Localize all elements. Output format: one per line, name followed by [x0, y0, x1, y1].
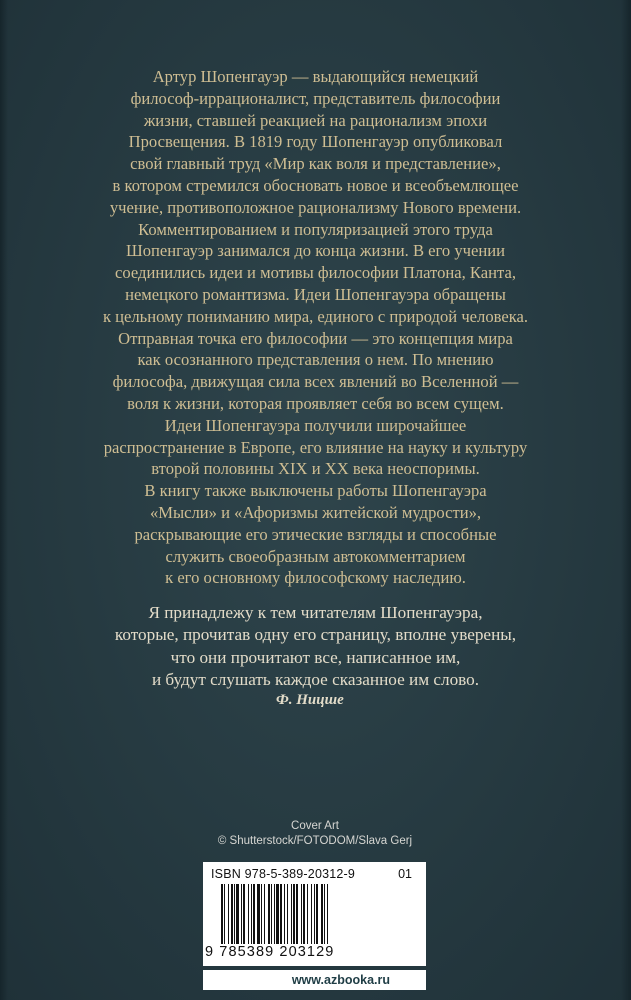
- barcode-bar: [284, 884, 285, 944]
- description-line: как осознанного представления о нем. По мнению: [137, 350, 494, 370]
- description-line: жизни, ставшей реакцией на рационализм эпохи: [143, 110, 488, 130]
- nietzsche-quote: [60, 602, 571, 692]
- barcode-bar: [261, 884, 262, 944]
- barcode-bar: [307, 884, 308, 944]
- quote-line: Я принадлежу к тем читателям Шопенгауэра,: [148, 603, 483, 622]
- description-line: В книгу также выключены работы Шопенгауэра: [144, 481, 487, 501]
- description-line: философа, движущая сила всех явлений во Вселенной —: [112, 372, 519, 392]
- description-line: служить своеобразным автокомментарием: [165, 546, 466, 566]
- barcode-bar: [321, 884, 323, 944]
- barcode-bar: [221, 884, 223, 944]
- barcode-bar: [287, 884, 288, 944]
- barcode-bar: [251, 884, 252, 944]
- credits-title: Cover Art: [291, 820, 339, 832]
- barcode-bar: [280, 884, 282, 944]
- barcode-bar: [228, 884, 229, 944]
- barcode-bar: [243, 884, 245, 944]
- description-line: Идеи Шопенгауэра получили широчайшее: [164, 415, 467, 435]
- description-line: воля к жизни, которая проявляет себя во всем сущем.: [127, 393, 504, 413]
- barcode-bar: [296, 884, 298, 944]
- barcode-bar: [324, 884, 325, 944]
- description-line: распространение в Европе, его влияние на науку и культуру: [103, 437, 528, 457]
- description-line: раскрывающие его этические взгляды и способные: [134, 524, 497, 544]
- barcode-bar: [236, 884, 239, 944]
- quote-line: которые, прочитав одну его страницу, вполне уверены,: [114, 625, 517, 645]
- barcode-bar: [327, 884, 328, 944]
- barcode-bar: [301, 884, 302, 944]
- cover-art-credits: [190, 819, 440, 849]
- barcode-bar: [303, 884, 305, 944]
- barcode-bars: [221, 884, 417, 944]
- barcode-bar: [316, 884, 318, 944]
- barcode-bar: [276, 884, 279, 944]
- barcode-bar: [234, 884, 235, 944]
- barcode-bar: [257, 884, 260, 944]
- description-line: Просвещения. В 1819 году Шопенгауэр опубликовал: [128, 132, 503, 152]
- description-line: немецкого романтизма. Идеи Шопенгауэра обращены: [125, 284, 506, 304]
- barcode-bar: [311, 884, 312, 944]
- isbn-label: ISBN 978-5-389-20312-9: [211, 867, 356, 881]
- description-line: к цельному пониманию мира, единого с природой человека.: [102, 306, 529, 326]
- book-description: [60, 66, 571, 589]
- ean-digits: 9 785389 203129: [205, 944, 335, 960]
- credits-source: © Shutterstock/FOTODOM/Slava Gerj: [217, 835, 413, 847]
- barcode-bar: [253, 884, 255, 944]
- isbn-barcode: [203, 862, 426, 966]
- description-line: второй половины XIX и XX века неоспоримы.: [151, 459, 480, 479]
- barcode-bar: [231, 884, 233, 944]
- barcode-addon: 01: [398, 867, 412, 881]
- barcode-bar: [291, 884, 292, 944]
- description-line: к его основному философскому наследию.: [165, 568, 466, 588]
- description-line: философ-иррационалист, представитель философии: [130, 88, 501, 108]
- description-line: Шопенгауэр занимался до конца жизни. В его учении: [125, 241, 506, 261]
- barcode-bar: [293, 884, 295, 944]
- description-line: соединились идеи и мотивы философии Платона, Канта,: [114, 263, 516, 283]
- publisher-website[interactable]: www.azbooka.ru: [203, 970, 426, 990]
- barcode-bar: [268, 884, 270, 944]
- quote-line: что они прочитают все, написанное им,: [170, 647, 461, 667]
- description-line: «Мысли» и «Афоризмы житейской мудрости»,: [149, 502, 482, 522]
- cover-left-edge: [0, 0, 8, 1000]
- quote-line: и будут слушать каждое сказанное им слово.: [151, 670, 480, 690]
- description-line: свой главный труд «Мир как воля и представление»,: [130, 154, 501, 174]
- description-line: учение, противоположное рационализму Нового времени.: [109, 197, 522, 217]
- barcode-bar: [241, 884, 242, 944]
- barcode-bar: [271, 884, 272, 944]
- barcode-bar: [248, 884, 249, 944]
- barcode-bar: [264, 884, 265, 944]
- description-line: Артур Шопенгауэр — выдающийся немецкий: [152, 67, 479, 86]
- barcode-bar: [224, 884, 225, 944]
- description-line: Отправная точка его философии — это концепция мира: [118, 328, 513, 348]
- description-line: Комментированием и популяризацией этого труда: [138, 219, 493, 239]
- barcode-bar: [314, 884, 315, 944]
- quote-author: Ф. Ницше: [276, 692, 344, 708]
- barcode-bar: [274, 884, 275, 944]
- description-line: в котором стремился обосновать новое и всеобъемлющее: [112, 175, 519, 195]
- cover-right-edge: [621, 0, 631, 1000]
